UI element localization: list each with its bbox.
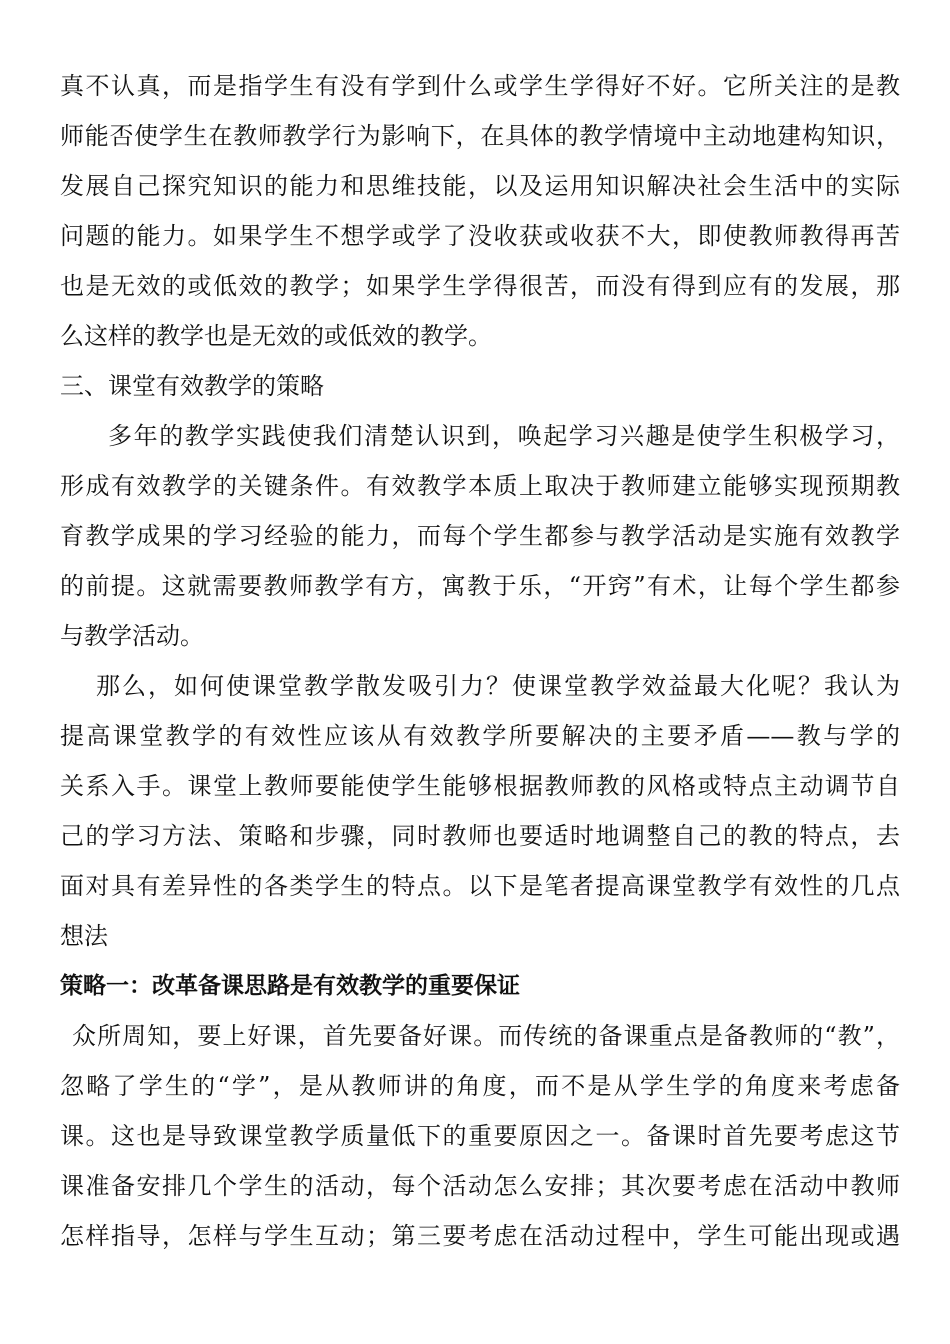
- text-line: 怎样指导，怎样与学生互动；第三要考虑在活动过程中，学生可能出现或遇: [60, 1222, 900, 1250]
- text-line: 么这样的教学也是无效的或低效的教学。: [60, 322, 492, 350]
- text-line: 真不认真，而是指学生有没有学到什么或学生学得好不好。它所关注的是教: [60, 72, 900, 100]
- text-line: 忽略了学生的“学”，是从教师讲的角度，而不是从学生学的角度来考虑备: [60, 1072, 900, 1100]
- text-line: 关系入手。课堂上教师要能使学生能够根据教师教的风格或特点主动调节自: [60, 772, 900, 800]
- text-line: 面对具有差异性的各类学生的特点。以下是笔者提高课堂教学有效性的几点: [60, 872, 900, 900]
- text-line: 育教学成果的学习经验的能力，而每个学生都参与教学活动是实施有效教学: [60, 522, 900, 550]
- text-line: 提高课堂教学的有效性应该从有效教学所要解决的主要矛盾——教与学的: [60, 722, 900, 750]
- section-heading: 三、课堂有效教学的策略: [60, 372, 324, 400]
- text-line: 形成有效教学的关键条件。有效教学本质上取决于教师建立能够实现预期教: [60, 472, 900, 500]
- text-line: 课。这也是导致课堂教学质量低下的重要原因之一。备课时首先要考虑这节: [60, 1122, 900, 1150]
- text-line: 问题的能力。如果学生不想学或学了没收获或收获不大，即使教师教得再苦: [60, 222, 900, 250]
- text-line: 也是无效的或低效的教学；如果学生学得很苦，而没有得到应有的发展，那: [60, 272, 900, 300]
- paragraph-first-line: 那么，如何使课堂教学散发吸引力？使课堂教学效益最大化呢？我认为: [96, 672, 900, 700]
- text-line: 师能否使学生在教师教学行为影响下，在具体的教学情境中主动地建构知识，: [60, 122, 900, 150]
- text-line: 与教学活动。: [60, 622, 204, 650]
- paragraph-first-line: 多年的教学实践使我们清楚认识到，唤起学习兴趣是使学生积极学习，: [108, 422, 900, 450]
- text-line: 课准备安排几个学生的活动，每个活动怎么安排；其次要考虑在活动中教师: [60, 1172, 900, 1200]
- text-line: 想法: [60, 922, 108, 950]
- text-line: 的前提。这就需要教师教学有方，寓教于乐，“开窍”有术，让每个学生都参: [60, 572, 900, 600]
- paragraph-first-line: 众所周知，要上好课，首先要备好课。而传统的备课重点是备教师的“教”，: [72, 1022, 900, 1050]
- text-line: 发展自己探究知识的能力和思维技能，以及运用知识解决社会生活中的实际: [60, 172, 900, 200]
- text-line: 己的学习方法、策略和步骤，同时教师也要适时地调整自己的教的特点，去: [60, 822, 900, 850]
- strategy-heading: 策略一：改革备课思路是有效教学的重要保证: [60, 973, 520, 999]
